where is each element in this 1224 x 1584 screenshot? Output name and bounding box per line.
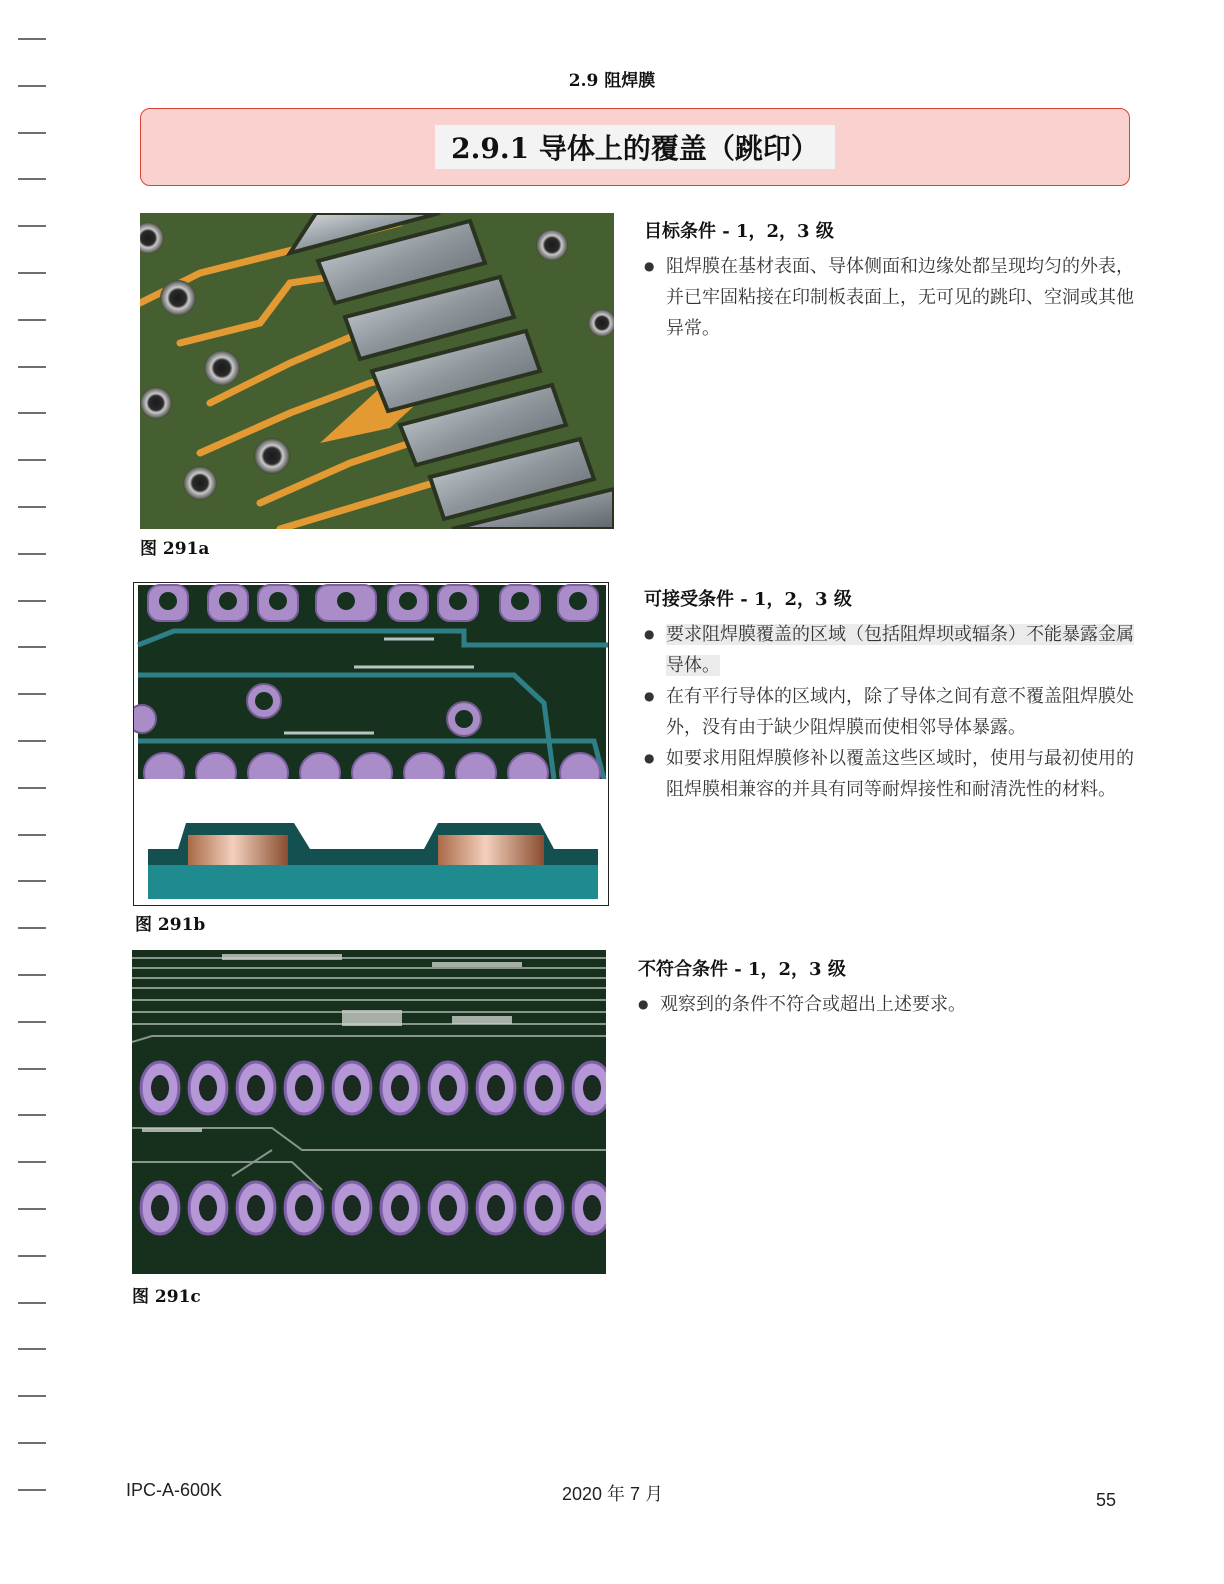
pad-hole [343,1195,361,1221]
footer-date: 2020 年 7 月 [562,1484,664,1504]
bullet-item: ● 阻焊膜在基材表面、导体侧面和边缘处都呈现均匀的外表，并已牢固粘接在印制板表面上，无可见的跳印、空洞或其他异常。 [644,251,1134,344]
pad-hole [151,1075,169,1101]
figure-291c [132,950,606,1274]
pad-hole [199,1075,217,1101]
highlighted-text: 要求阻焊膜覆盖的区域（包括阻焊坝或辐条）不能暴露金属导体。 [666,624,1134,676]
section-heading: 不符合条件 - 1，2，3 级 [638,959,846,980]
bullet-item: ● 如要求用阻焊膜修补以覆盖这些区域时，使用与最初使用的阻焊膜相兼容的并具有同等耐焊接性和耐清洗性的材料。 [644,743,1134,805]
bullet-list [638,989,1128,1020]
section-nonconforming [638,954,1128,1020]
section-heading: 可接受条件 - 1，2，3 级 [644,589,852,610]
pad-hole [583,1195,601,1221]
section-heading: 目标条件 - 1，2，3 级 [644,221,834,242]
pad-hole [391,1075,409,1101]
page-title: 2.9.1 导体上的覆盖（跳印） [435,125,835,169]
page-number: 55 [1096,1490,1117,1510]
section-header: 2.9 阻焊膜 [568,71,656,91]
pad-hole [295,1075,313,1101]
bullet-item: ● 在有平行导体的区域内，除了导体之间有意不覆盖阻焊膜处外，没有由于缺少阻焊膜而使相邻导体暴露。 [644,681,1134,743]
bullet-item [644,619,1134,681]
pad-hole [583,1075,601,1101]
pad-hole [439,1195,457,1221]
pad-hole [247,1075,265,1101]
pad-hole [391,1195,409,1221]
bullet-item: ● 观察到的条件不符合或超出上述要求。 [638,989,1128,1020]
title-box [140,108,1130,186]
pad-hole [247,1195,265,1221]
footer-doc-id: IPC-A-600K [126,1480,223,1500]
bullet-list [644,251,1134,344]
pad-hole [439,1075,457,1101]
pad-hole [535,1195,553,1221]
pad-hole [295,1195,313,1221]
pad-hole [487,1195,505,1221]
figure-291a [140,213,614,529]
pad-hole [199,1195,217,1221]
figure-caption-291a: 图 291a [140,539,210,559]
bullet-list [644,619,1134,805]
pad-hole [151,1195,169,1221]
figure-291b [133,582,609,906]
binder-marks [18,30,48,1530]
pad-hole [487,1075,505,1101]
pad-hole [343,1075,361,1101]
section-acceptable [644,584,1134,805]
pcb-photo-nonconforming [132,950,606,1274]
pcb-photo-target [140,213,614,529]
section-target [644,216,1134,344]
pad-hole [535,1075,553,1101]
figure-caption-291c: 图 291c [132,1287,201,1307]
figure-caption-291b: 图 291b [135,915,206,935]
pcb-photo-acceptable [134,583,608,905]
